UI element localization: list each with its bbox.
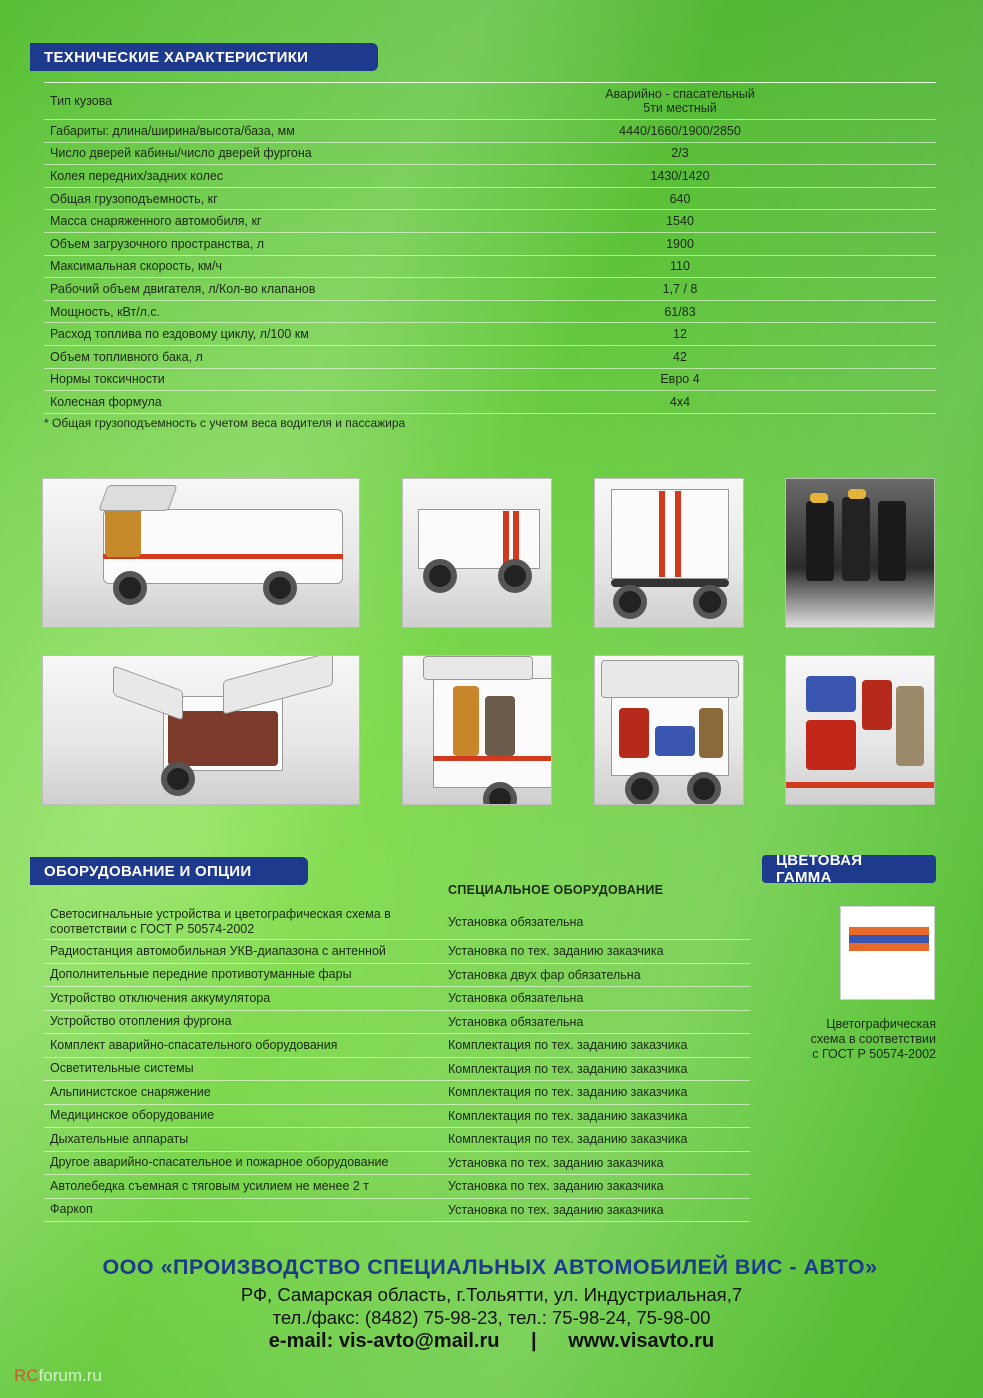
- option-row: [44, 1175, 750, 1199]
- option-value: Комплектация по тех. заданию заказчика: [448, 1108, 688, 1123]
- option-value: Комплектация по тех. заданию заказчика: [448, 1061, 688, 1076]
- color-scheme-caption: Цветографическая схема в соответствии с ГОСТ Р 50574-2002: [810, 1017, 936, 1061]
- option-row: [44, 940, 750, 964]
- color-swatch: [840, 906, 935, 1000]
- spec-row: [44, 323, 936, 346]
- spec-value: 1540: [666, 214, 694, 229]
- option-label: Дополнительные передние противотуманные фары: [50, 967, 352, 982]
- spec-label: Рабочий объем двигателя, л/Кол-во клапанов: [50, 281, 316, 296]
- spec-row: [44, 391, 936, 414]
- option-row: [44, 1058, 750, 1082]
- spec-value: 12: [673, 327, 687, 342]
- option-label: Осветительные системы: [50, 1061, 194, 1076]
- vehicle-photo-rear-quarter: [402, 478, 552, 628]
- spec-row: [44, 165, 936, 188]
- company-phones: тел./факс: (8482) 75-98-23, тел.: 75-98-24, 75-98-00: [272, 1307, 711, 1328]
- specs-footnote: * Общая грузоподъемность с учетом веса водителя и пассажира: [44, 416, 406, 430]
- swatch-stripe-bottom: [849, 943, 929, 951]
- spec-value: 1430/1420: [650, 168, 710, 183]
- company-address: РФ, Самарская область, г.Тольятти, ул. Индустриальная,7: [240, 1284, 743, 1305]
- spec-value: 4x4: [669, 394, 691, 409]
- vehicle-photo-rear-open: [594, 655, 744, 805]
- spec-row: [44, 301, 936, 324]
- vehicle-photo-rear: [594, 478, 744, 628]
- specs-table: [44, 82, 936, 414]
- spec-label: Тип кузова: [50, 94, 113, 108]
- spec-value: 42: [673, 349, 687, 364]
- spec-row: [44, 369, 936, 392]
- equipment-photo-breathing-apparatus: [785, 478, 935, 628]
- spec-label: Объем топливного бака, л: [50, 349, 203, 364]
- option-label: Автолебедка съемная с тяговым усилием не менее 2 т: [50, 1178, 370, 1193]
- spec-row: [44, 278, 936, 301]
- spec-row: [44, 256, 936, 279]
- specs-header: [30, 43, 378, 71]
- option-row: [44, 1081, 750, 1105]
- spec-row: [44, 210, 936, 233]
- options-column-header: СПЕЦИАЛЬНОЕ ОБОРУДОВАНИЕ: [448, 883, 664, 897]
- spec-label: Число дверей кабины/число дверей фургона: [50, 146, 312, 161]
- option-value: Комплектация по тех. заданию заказчика: [448, 1038, 688, 1053]
- spec-value: 2/3: [671, 146, 689, 161]
- equipment-photo-tools: [785, 655, 935, 805]
- spec-value: 110: [670, 259, 690, 274]
- swatch-stripe-top: [849, 927, 929, 935]
- option-row: [44, 1034, 750, 1058]
- option-label: Фаркоп: [50, 1202, 93, 1217]
- option-label: Устройство отключения аккумулятора: [50, 990, 271, 1005]
- option-label: Медицинское оборудование: [50, 1108, 215, 1123]
- vehicle-photo-doors-open: [42, 655, 360, 805]
- options-header-text: ОБОРУДОВАНИЕ И ОПЦИИ: [44, 862, 252, 880]
- specs-header-text: ТЕХНИЧЕСКИЕ ХАРАКТЕРИСТИКИ: [44, 48, 309, 66]
- spec-row: [44, 120, 936, 143]
- option-value: Комплектация по тех. заданию заказчика: [448, 1132, 688, 1147]
- option-row: [44, 1105, 750, 1129]
- spec-label: Расход топлива по ездовому циклу, л/100 км: [50, 327, 309, 342]
- company-website[interactable]: www.visavto.ru: [568, 1330, 715, 1352]
- option-value: Установка обязательна: [448, 1014, 584, 1029]
- swatch-stripe-middle: [849, 935, 929, 943]
- color-scheme-header: [762, 852, 936, 886]
- spec-label: Объем загрузочного пространства, л: [50, 236, 265, 251]
- spec-label: Общая грузоподъемность, кг: [50, 191, 218, 206]
- spec-value: Аварийно - спасательный 5ти местный: [605, 87, 755, 115]
- spec-value: 1900: [666, 236, 694, 251]
- spec-label: Колея передних/задних колес: [50, 168, 224, 183]
- option-value: Комплектация по тех. заданию заказчика: [448, 1085, 688, 1100]
- spec-label: Масса снаряженного автомобиля, кг: [50, 214, 262, 229]
- option-value: Установка по тех. заданию заказчика: [448, 1202, 664, 1217]
- spec-row: [44, 346, 936, 369]
- watermark-rest: forum.ru: [38, 1366, 102, 1385]
- spec-row: [44, 83, 936, 120]
- spec-row: [44, 188, 936, 211]
- option-row: [44, 1128, 750, 1152]
- option-value: Установка по тех. заданию заказчика: [448, 1155, 664, 1170]
- options-header: [30, 857, 308, 885]
- forum-watermark: [14, 1366, 102, 1386]
- option-label: Светосигнальные устройства и цветографическая схема в соответствии с ГОСТ Р 50574-2002: [50, 906, 391, 936]
- spec-value: 61/83: [664, 304, 696, 319]
- option-value: Установка двух фар обязательна: [448, 967, 641, 982]
- option-row: [44, 1011, 750, 1035]
- option-row: [44, 904, 750, 940]
- spec-value: 4440/1660/1900/2850: [619, 123, 741, 138]
- option-label: Комплект аварийно-спасательного оборудования: [50, 1037, 338, 1052]
- spec-label: Колесная формула: [50, 394, 162, 409]
- spec-row: [44, 143, 936, 166]
- company-contacts: [0, 1330, 983, 1353]
- option-row: [44, 1152, 750, 1176]
- spec-label: Нормы токсичности: [50, 372, 165, 387]
- option-label: Радиостанция автомобильная УКВ-диапазона с антенной: [50, 943, 386, 958]
- spec-value: 640: [669, 191, 691, 206]
- company-email[interactable]: e-mail: vis-avto@mail.ru: [268, 1330, 500, 1352]
- option-value: Установка по тех. заданию заказчика: [448, 944, 664, 959]
- vehicle-photo-side-compartment: [402, 655, 552, 805]
- spec-label: Максимальная скорость, км/ч: [50, 259, 222, 274]
- color-scheme-header-text: ЦВЕТОВАЯ ГАММА: [776, 852, 863, 886]
- watermark-rc: RC: [14, 1366, 39, 1385]
- option-value: Установка обязательна: [448, 991, 584, 1006]
- option-value: Установка обязательна: [448, 914, 584, 929]
- option-label: Альпинистское снаряжение: [50, 1084, 211, 1099]
- option-row: [44, 987, 750, 1011]
- spec-row: [44, 233, 936, 256]
- contacts-separator: |: [531, 1330, 537, 1352]
- option-label: Дыхательные аппараты: [50, 1131, 189, 1146]
- option-row: [44, 964, 750, 988]
- option-row: [44, 1199, 750, 1223]
- spec-value: 1,7 / 8: [662, 281, 698, 296]
- spec-label: Габариты: длина/ширина/высота/база, мм: [50, 123, 295, 138]
- spec-label: Мощность, кВт/л.с.: [50, 304, 161, 319]
- spec-value: Евро 4: [660, 372, 700, 387]
- option-label: Другое аварийно-спасательное и пожарное оборудование: [50, 1155, 389, 1170]
- options-table: [44, 904, 750, 1222]
- company-name: ООО «ПРОИЗВОДСТВО СПЕЦИАЛЬНЫХ АВТОМОБИЛЕЙ ВИС - АВТО»: [102, 1255, 878, 1279]
- option-value: Установка по тех. заданию заказчика: [448, 1179, 664, 1194]
- option-label: Устройство отопления фургона: [50, 1014, 232, 1029]
- vehicle-photo-side-open: [42, 478, 360, 628]
